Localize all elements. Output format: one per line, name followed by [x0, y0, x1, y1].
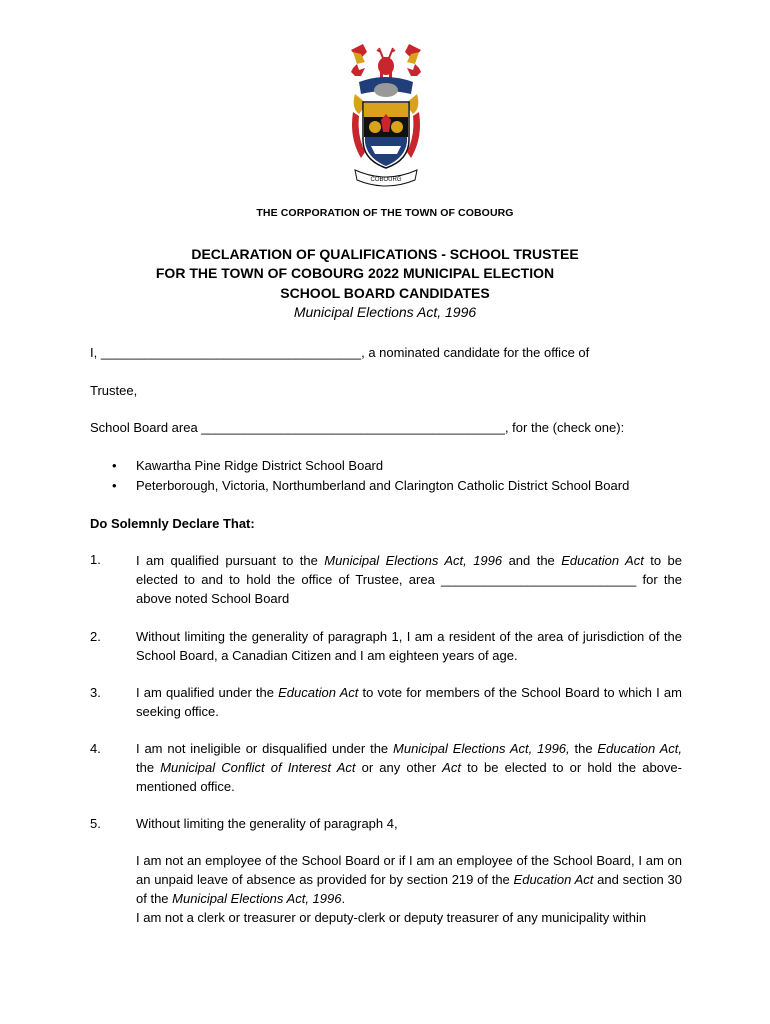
town-crest-logo — [345, 42, 427, 194]
item-number: 4. — [90, 741, 101, 756]
item-number: 5. — [90, 816, 101, 831]
bullet-icon: • — [112, 478, 117, 493]
declare-heading: Do Solemnly Declare That: — [90, 516, 255, 531]
item-5-detail: I am not an employee of the School Board or if I am an employee of the School Board, I am on an unpaid leave of absence as provided for by section 219 of the Education Act and section 30 of the Municipal Elections Act, 1996. — [136, 853, 682, 906]
item-number: 3. — [90, 685, 101, 700]
item-number: 1. — [90, 552, 101, 567]
title-subtitle: Municipal Elections Act, 1996 — [293, 304, 477, 320]
item-2-text: Without limiting the generality of paragraph 1, I am a resident of the area of jurisdiction of the School Board, a Canadian Citizen and I am eighteen years of age. — [136, 629, 682, 663]
item-number: 2. — [90, 629, 101, 644]
bullet-icon: • — [112, 458, 117, 473]
title-line-1: DECLARATION OF QUALIFICATIONS - SCHOOL TRUSTEE — [191, 246, 579, 262]
item-3-text: I am qualified under the Education Act to vote for members of the School Board to which I am seeking office. — [136, 685, 682, 719]
option-item: Peterborough, Victoria, Northumberland and Clarington Catholic District School Board — [136, 478, 630, 493]
title-line-3: SCHOOL BOARD CANDIDATES — [280, 285, 490, 301]
trustee-line: Trustee, — [90, 383, 138, 398]
item-5-clerk-line: I am not a clerk or treasurer or deputy-clerk or deputy treasurer of any municipality within — [136, 910, 647, 925]
item-4-text: I am not ineligible or disqualified under the Municipal Elections Act, 1996, the Education Act, the Municipal Conflict of Interest Act or any other Act to be elected to or hold the above-mentioned office. — [136, 741, 682, 794]
school-board-area-line: School Board area __________________________________________, for the (check one): — [90, 420, 625, 435]
corporation-heading: THE CORPORATION OF THE TOWN OF COBOURG — [256, 207, 514, 219]
svg-text:COBOURG: COBOURG — [370, 177, 402, 183]
item-5-text: Without limiting the generality of paragraph 4, — [136, 816, 398, 831]
title-line-2: FOR THE TOWN OF COBOURG 2022 MUNICIPAL ELECTION — [155, 265, 555, 281]
item-1-text: I am qualified pursuant to the Municipal Elections Act, 1996 and the Education Act to be elected to and to hold the office of Trustee, area ___________________________ for the above noted School Board — [136, 553, 683, 606]
option-item: Kawartha Pine Ridge District School Board — [136, 458, 384, 473]
candidate-name-line: I, ____________________________________, a nominated candidate for the office of — [90, 345, 590, 360]
